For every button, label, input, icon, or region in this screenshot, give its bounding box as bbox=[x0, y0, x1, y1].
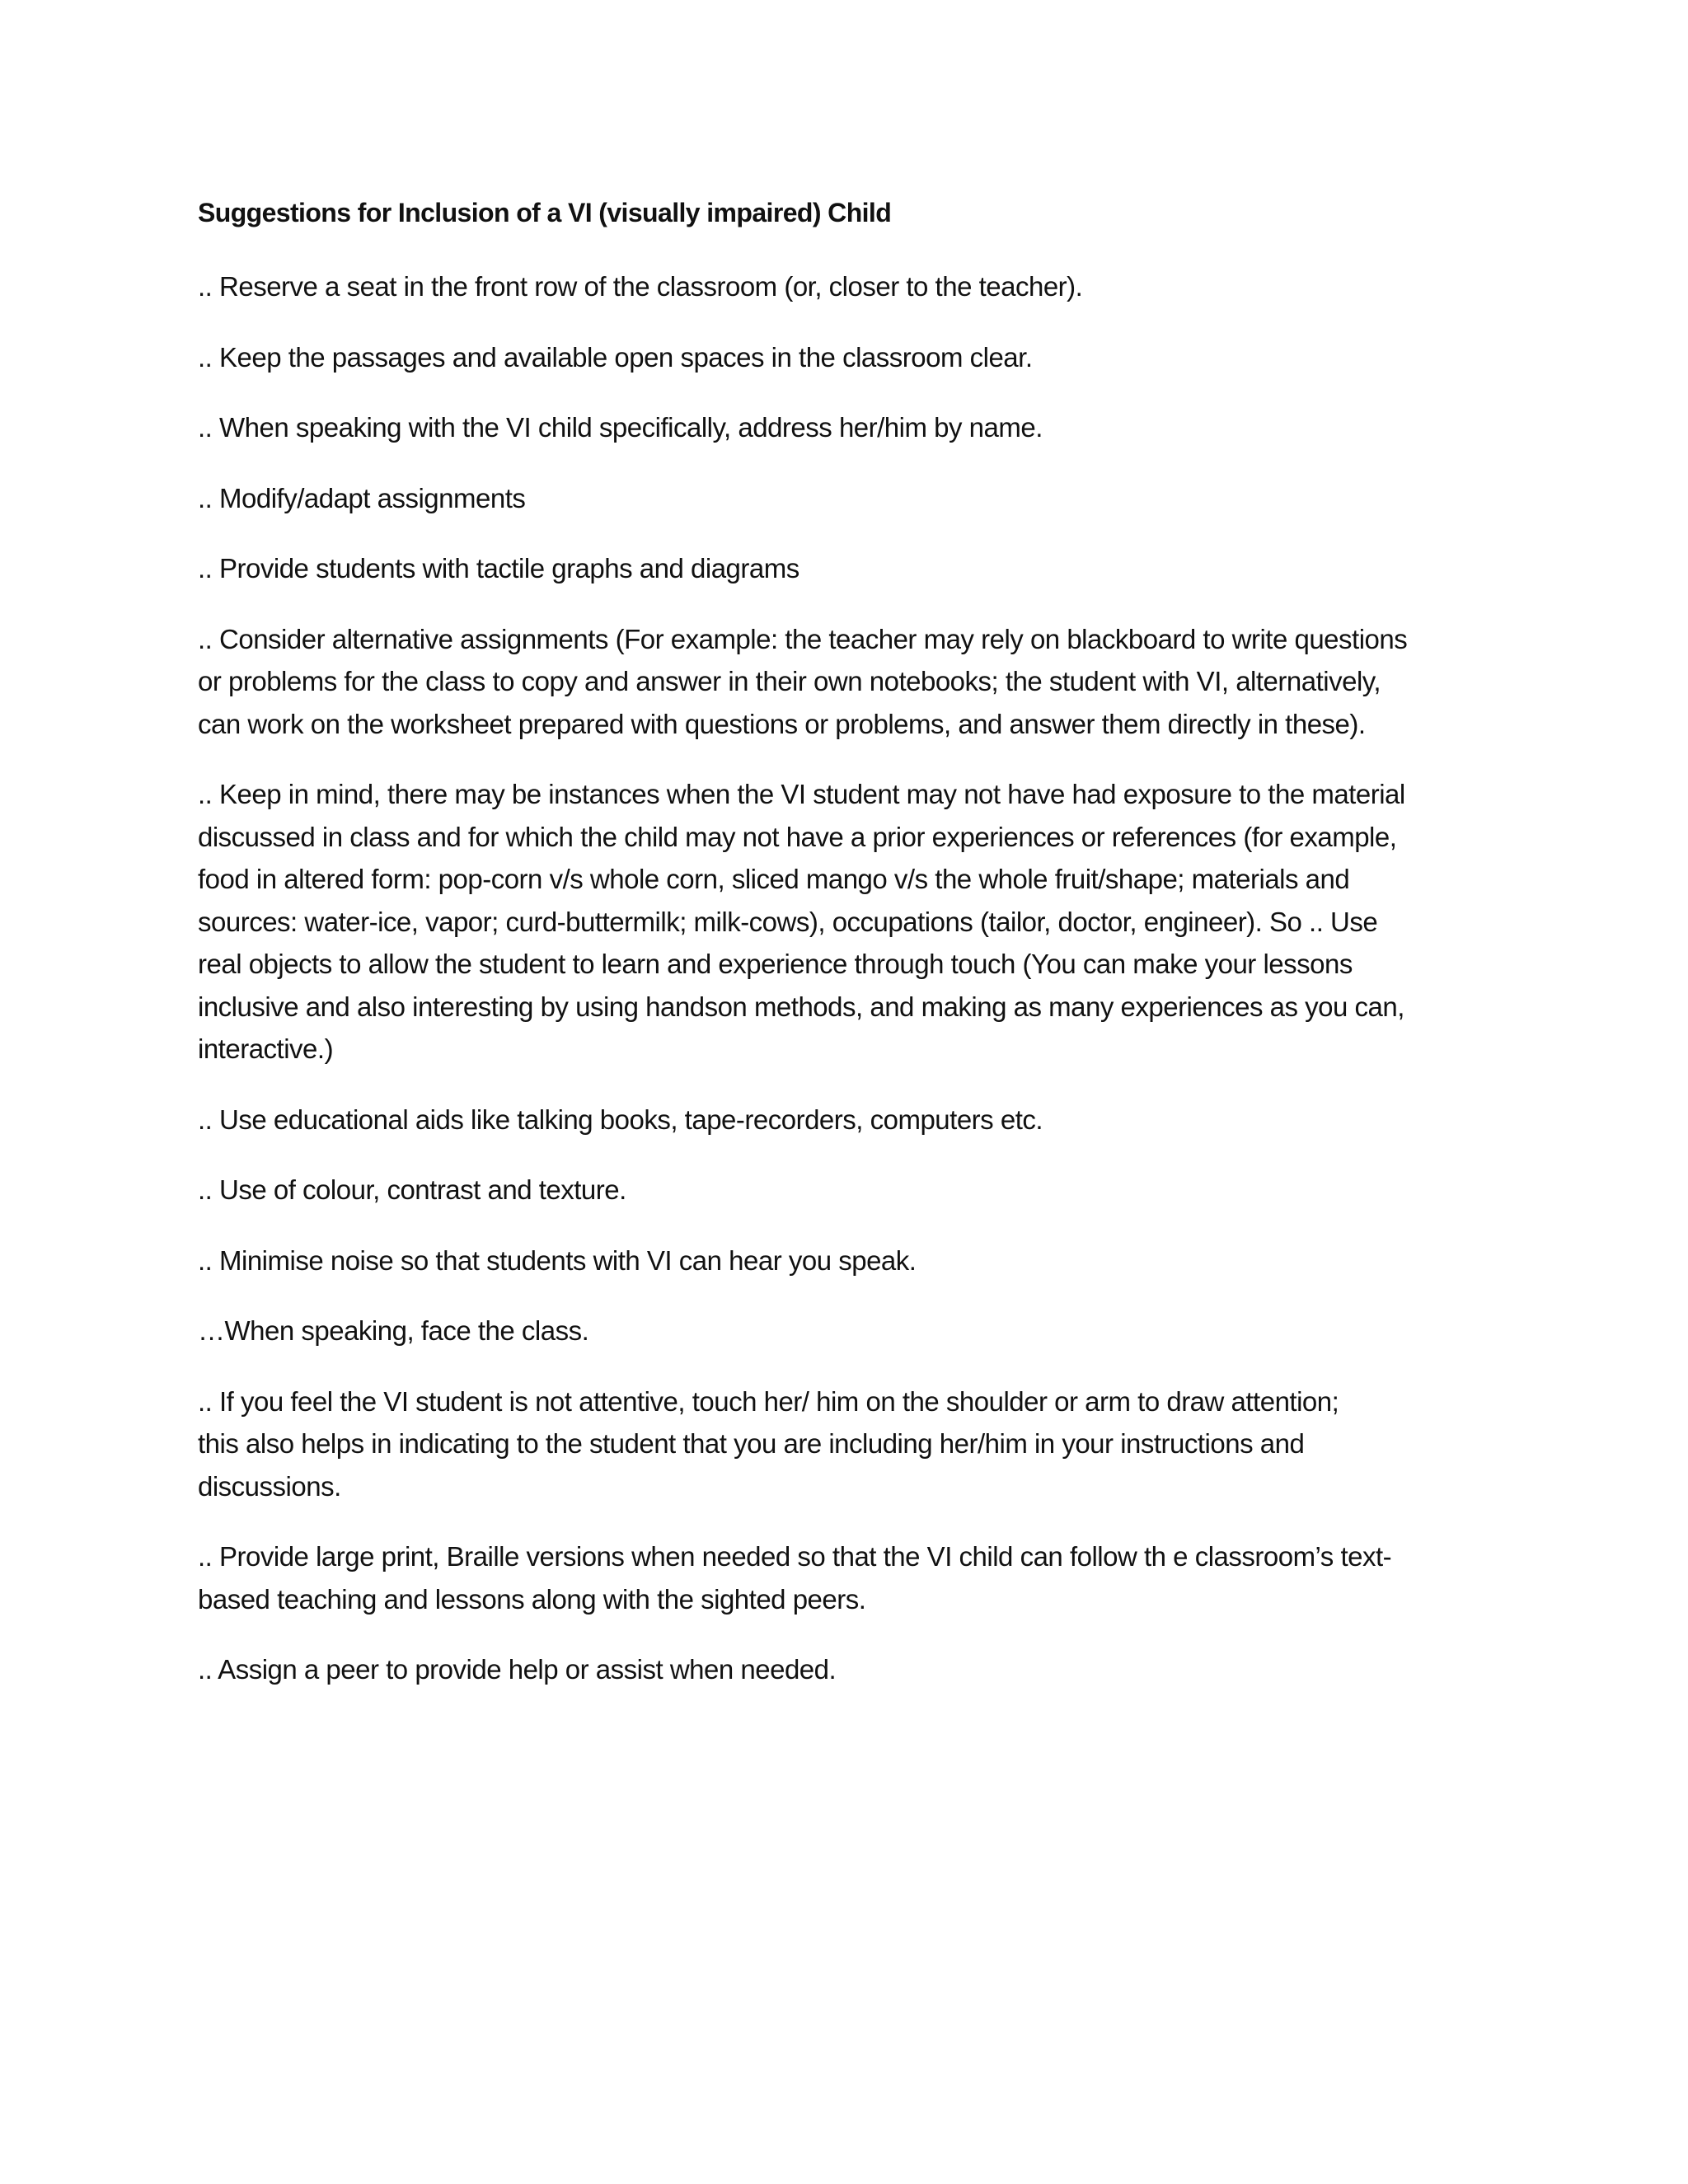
suggestion-line: .. Use of colour, contrast and texture. bbox=[198, 1174, 626, 1205]
suggestion-line: discussions. bbox=[198, 1470, 341, 1502]
suggestion-line: .. Provide large print, Braille versions when needed so that the VI child can follow th e classroom’s text- bbox=[198, 1541, 1392, 1572]
suggestion-item bbox=[198, 618, 1500, 746]
suggestion-line: real objects to allow the student to learn and experience through touch (You can make your lessons bbox=[198, 949, 1353, 979]
suggestion-item bbox=[198, 1099, 1500, 1141]
suggestion-item bbox=[198, 773, 1500, 1071]
suggestion-line: .. Use educational aids like talking books, tape-recorders, computers etc. bbox=[198, 1104, 1043, 1135]
suggestion-line: this also helps in indicating to the student that you are including her/him in your instructions and bbox=[198, 1428, 1305, 1459]
suggestion-line: .. Reserve a seat in the front row of the classroom (or, closer to the teacher). bbox=[198, 271, 1083, 302]
suggestion-item bbox=[198, 1310, 1500, 1352]
suggestion-line: …When speaking, face the class. bbox=[198, 1315, 589, 1346]
suggestion-item bbox=[198, 1240, 1500, 1282]
suggestion-line: .. Consider alternative assignments (For example: the teacher may rely on blackboard to write questions bbox=[198, 623, 1408, 654]
suggestion-item bbox=[198, 547, 1500, 590]
suggestion-item bbox=[198, 1169, 1500, 1212]
suggestion-line: .. When speaking with the VI child specifically, address her/him by name. bbox=[198, 412, 1043, 443]
suggestion-line: can work on the worksheet prepared with questions or problems, and answer them directly in these). bbox=[198, 708, 1366, 739]
suggestion-item bbox=[198, 1380, 1500, 1508]
suggestion-item bbox=[198, 477, 1500, 520]
suggestion-item bbox=[198, 1648, 1500, 1691]
suggestion-line: interactive.) bbox=[198, 1033, 334, 1064]
suggestion-line: inclusive and also interesting by using handson methods, and making as many experiences as you can, bbox=[198, 991, 1404, 1022]
suggestion-item bbox=[198, 265, 1500, 308]
suggestion-line: .. Minimise noise so that students with VI can hear you speak. bbox=[198, 1244, 917, 1276]
suggestion-line: discussed in class and for which the child may not have a prior experiences or references (for example, bbox=[198, 821, 1397, 852]
suggestion-item bbox=[198, 406, 1500, 449]
document-body bbox=[198, 191, 1500, 1719]
suggestion-line: based teaching and lessons along with the sighted peers. bbox=[198, 1583, 866, 1615]
suggestion-line: .. Keep the passages and available open spaces in the classroom clear. bbox=[198, 341, 1033, 373]
suggestion-line: .. Provide students with tactile graphs and diagrams bbox=[198, 553, 799, 583]
suggestion-item bbox=[198, 1535, 1500, 1620]
document-title: Suggestions for Inclusion of a VI (visually impaired) Child bbox=[198, 198, 892, 227]
suggestion-line: .. Assign a peer to provide help or assist when needed. bbox=[198, 1654, 837, 1685]
suggestion-line: food in altered form: pop-corn v/s whole corn, sliced mango v/s the whole fruit/shape; materials and bbox=[198, 864, 1350, 894]
suggestion-line: .. Keep in mind, there may be instances when the VI student may not have had exposure to the material bbox=[198, 779, 1405, 809]
suggestion-item bbox=[198, 336, 1500, 379]
suggestion-line: or problems for the class to copy and answer in their own notebooks; the student with VI, alternatively, bbox=[198, 666, 1381, 696]
suggestion-line: .. If you feel the VI student is not attentive, touch her/ him on the shoulder or arm to draw attention; bbox=[198, 1385, 1339, 1417]
suggestion-line: .. Modify/adapt assignments bbox=[198, 482, 526, 513]
suggestion-line: sources: water-ice, vapor; curd-buttermilk; milk-cows), occupations (tailor, doctor, engineer). So .. Use bbox=[198, 906, 1378, 937]
suggestion-list bbox=[198, 265, 1500, 1691]
